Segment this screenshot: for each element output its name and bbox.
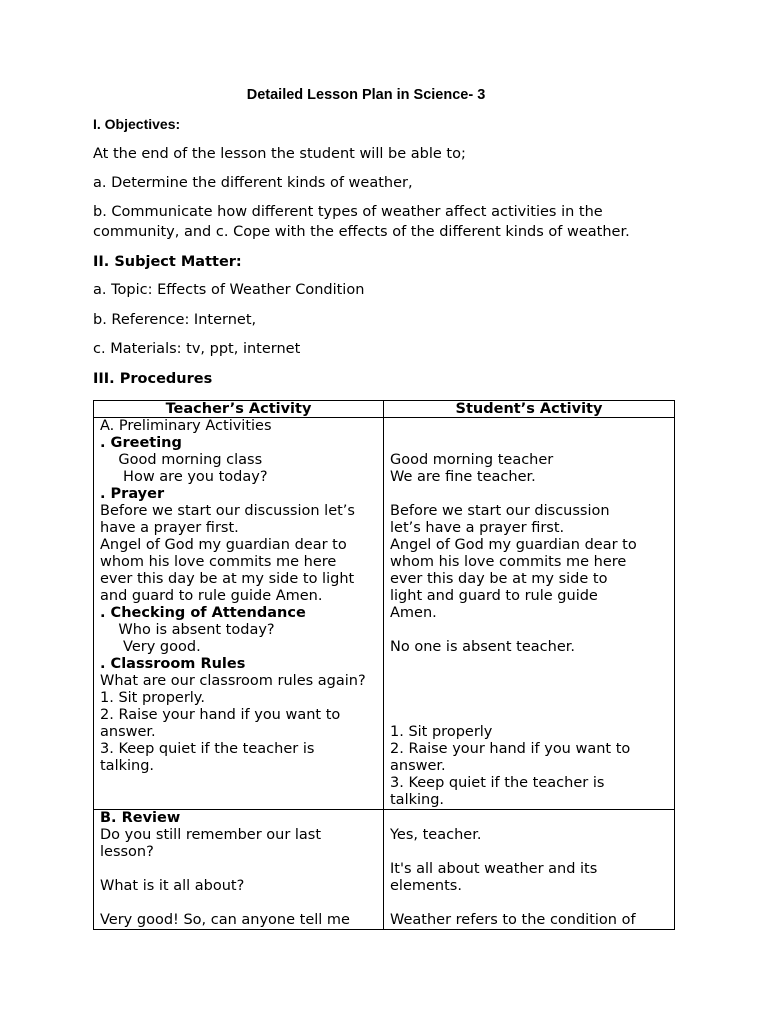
topic-line: a. Topic: Effects of Weather Condition: [93, 282, 365, 298]
objectives-heading: I. Objectives:: [93, 116, 181, 132]
teacher-line: . Prayer: [100, 486, 165, 502]
student-line: 1. Sit properly: [390, 724, 493, 740]
teacher-line: lesson?: [100, 844, 154, 860]
student-line: ever this day be at my side to: [390, 571, 608, 587]
student-line: talking.: [390, 792, 445, 808]
objective-b: [93, 202, 683, 242]
teacher-line: B. Review: [100, 810, 181, 826]
teacher-line: Good morning class: [100, 452, 263, 468]
teacher-line: 1. Sit properly.: [100, 690, 205, 706]
student-line: let’s have a prayer first.: [390, 520, 565, 536]
teacher-line: . Checking of Attendance: [100, 605, 306, 621]
student-line: Yes, teacher.: [390, 827, 482, 843]
teacher-line: whom his love commits me here: [100, 554, 337, 570]
student-line: Amen.: [390, 605, 437, 621]
student-line: Weather refers to the condition of: [390, 912, 636, 928]
procedures-heading: III. Procedures: [93, 371, 213, 387]
student-line: elements.: [390, 878, 462, 894]
teacher-line: Before we start our discussion let’s: [100, 503, 355, 519]
subject-matter-heading: II. Subject Matter:: [93, 254, 242, 270]
student-line: light and guard to rule guide: [390, 588, 598, 604]
procedures-table: [93, 400, 675, 930]
teacher-line: Angel of God my guardian dear to: [100, 537, 347, 553]
teacher-line: Who is absent today?: [100, 622, 275, 638]
student-line: 2. Raise your hand if you want to: [390, 741, 631, 757]
teacher-line: Very good! So, can anyone tell me: [100, 912, 350, 928]
teacher-activity-header: Teacher’s Activity: [94, 401, 384, 418]
objective-b-line2: community, and c. Cope with the effects of the different kinds of weather.: [93, 224, 630, 240]
document-title: Detailed Lesson Plan in Science- 3: [246, 87, 486, 103]
student-preliminary-cell: [384, 418, 675, 810]
teacher-line: talking.: [100, 758, 155, 774]
reference-line: b. Reference: Internet,: [93, 312, 257, 328]
student-line: No one is absent teacher.: [390, 639, 575, 655]
student-line: 3. Keep quiet if the teacher is: [390, 775, 605, 791]
student-line: whom his love commits me here: [390, 554, 627, 570]
table-row: [94, 810, 675, 930]
teacher-line: . Greeting: [100, 435, 182, 451]
student-review-cell: [384, 810, 675, 930]
materials-line: c. Materials: tv, ppt, internet: [93, 341, 301, 357]
objectives-intro: At the end of the lesson the student will be able to;: [93, 146, 466, 162]
teacher-review-cell: [94, 810, 384, 930]
student-activity-header: Student’s Activity: [384, 401, 675, 418]
student-line: Before we start our discussion: [390, 503, 610, 519]
table-header-row: [94, 401, 675, 418]
teacher-line: and guard to rule guide Amen.: [100, 588, 323, 604]
teacher-line: A. Preliminary Activities: [100, 418, 272, 434]
student-line: Good morning teacher: [390, 452, 554, 468]
student-line: We are fine teacher.: [390, 469, 536, 485]
student-line: It's all about weather and its: [390, 861, 598, 877]
teacher-line: . Classroom Rules: [100, 656, 246, 672]
teacher-line: 2. Raise your hand if you want to: [100, 707, 341, 723]
objective-b-line1: b. Communicate how different types of weather affect activities in the: [93, 204, 603, 220]
teacher-line: answer.: [100, 724, 156, 740]
student-line: Angel of God my guardian dear to: [390, 537, 637, 553]
teacher-line: What are our classroom rules again?: [100, 673, 366, 689]
objective-a: a. Determine the different kinds of weather,: [93, 175, 413, 191]
teacher-line: 3. Keep quiet if the teacher is: [100, 741, 315, 757]
teacher-line: have a prayer first.: [100, 520, 239, 536]
table-row: [94, 418, 675, 810]
teacher-line: What is it all about?: [100, 878, 245, 894]
student-line: answer.: [390, 758, 446, 774]
teacher-line: ever this day be at my side to light: [100, 571, 355, 587]
teacher-line: Do you still remember our last: [100, 827, 322, 843]
teacher-preliminary-cell: [94, 418, 384, 810]
teacher-line: How are you today?: [100, 469, 268, 485]
teacher-line: Very good.: [100, 639, 201, 655]
